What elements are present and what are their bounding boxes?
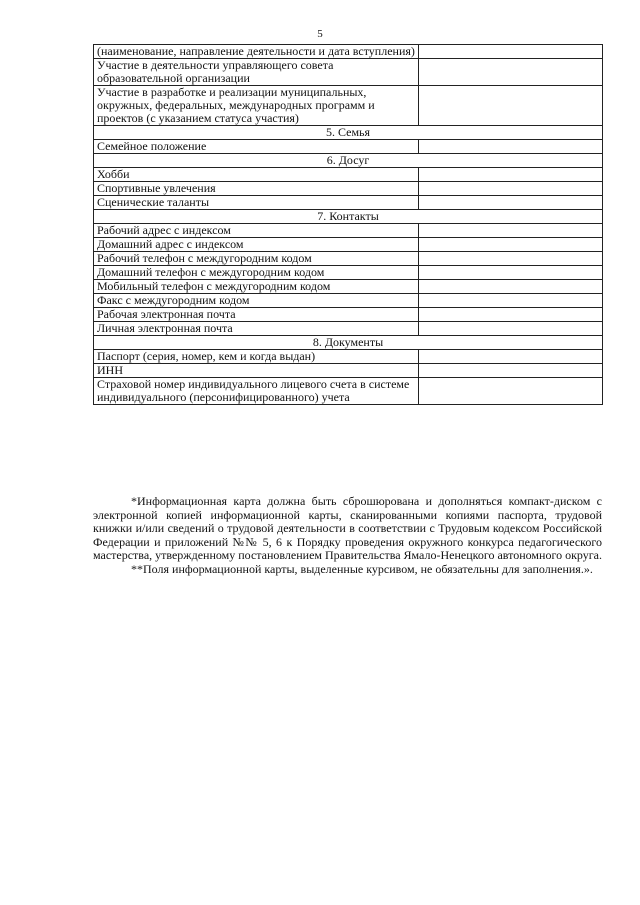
field-label: Домашний адрес с индексом xyxy=(94,238,419,252)
info-card-table xyxy=(93,44,603,405)
field-value-cell[interactable] xyxy=(419,59,603,86)
field-label: Факс с междугородним кодом xyxy=(94,294,419,308)
section-heading: 6. Досуг xyxy=(94,154,603,168)
section-row xyxy=(94,336,603,350)
table-row xyxy=(94,59,603,86)
field-label: Страховой номер индивидуального лицевого счета в системе индивидуального (персонифицированного) учета xyxy=(94,378,419,405)
field-label: Спортивные увлечения xyxy=(94,182,419,196)
table-row xyxy=(94,196,603,210)
field-value-cell[interactable] xyxy=(419,252,603,266)
field-label: (наименование, направление деятельности и дата вступления) xyxy=(94,45,419,59)
field-label: Участие в деятельности управляющего совета образовательной организации xyxy=(94,59,419,86)
field-value-cell[interactable] xyxy=(419,280,603,294)
field-label: ИНН xyxy=(94,364,419,378)
field-value-cell[interactable] xyxy=(419,322,603,336)
table-row xyxy=(94,294,603,308)
field-label: Рабочий адрес с индексом xyxy=(94,224,419,238)
section-heading: 7. Контакты xyxy=(94,210,603,224)
field-value-cell[interactable] xyxy=(419,182,603,196)
section-row xyxy=(94,154,603,168)
field-value-cell[interactable] xyxy=(419,294,603,308)
table-row xyxy=(94,280,603,294)
table-row xyxy=(94,308,603,322)
field-label: Рабочий телефон с междугородним кодом xyxy=(94,252,419,266)
table-row xyxy=(94,224,603,238)
table-row xyxy=(94,252,603,266)
field-label: Участие в разработке и реализации муниципальных, окружных, федеральных, международных программ и проектов (с указанием статуса участия) xyxy=(94,86,419,126)
section-row xyxy=(94,210,603,224)
table-row xyxy=(94,322,603,336)
field-value-cell[interactable] xyxy=(419,364,603,378)
field-label: Мобильный телефон с междугородним кодом xyxy=(94,280,419,294)
field-value-cell[interactable] xyxy=(419,350,603,364)
table-row xyxy=(94,45,603,59)
field-label: Хобби xyxy=(94,168,419,182)
table-row xyxy=(94,238,603,252)
field-label: Паспорт (серия, номер, кем и когда выдан) xyxy=(94,350,419,364)
table-row xyxy=(94,86,603,126)
field-label: Семейное положение xyxy=(94,140,419,154)
field-value-cell[interactable] xyxy=(419,196,603,210)
page-number: 5 xyxy=(317,28,323,40)
section-heading: 8. Документы xyxy=(94,336,603,350)
footnote-binding: *Информационная карта должна быть сброшюрована и дополняться компакт-диском с электронной копией информационной карты, сканированными копиями паспорта, трудовой книжки и/или сведений о трудовой деятельности в соответствии с Трудовым кодексом Российской Федерации и приложений №№ 5, 6 к Порядку проведения окружного конкурса педагогического мастерства, утвержденному постановлением Правительства Ямало-Ненецкого автономного округа. xyxy=(93,494,602,563)
table-row xyxy=(94,140,603,154)
section-heading: 5. Семья xyxy=(94,126,603,140)
field-label: Домашний телефон с междугородним кодом xyxy=(94,266,419,280)
table-row xyxy=(94,168,603,182)
field-value-cell[interactable] xyxy=(419,140,603,154)
field-value-cell[interactable] xyxy=(419,308,603,322)
section-row xyxy=(94,126,603,140)
footnotes xyxy=(93,495,602,577)
field-value-cell[interactable] xyxy=(419,378,603,405)
field-value-cell[interactable] xyxy=(419,224,603,238)
field-value-cell[interactable] xyxy=(419,238,603,252)
table-row xyxy=(94,182,603,196)
field-value-cell[interactable] xyxy=(419,86,603,126)
field-value-cell[interactable] xyxy=(419,168,603,182)
table-row xyxy=(94,350,603,364)
field-value-cell[interactable] xyxy=(419,266,603,280)
table-row xyxy=(94,266,603,280)
table-row xyxy=(94,378,603,405)
field-label: Рабочая электронная почта xyxy=(94,308,419,322)
field-value-cell[interactable] xyxy=(419,45,603,59)
field-label: Личная электронная почта xyxy=(94,322,419,336)
field-label: Сценические таланты xyxy=(94,196,419,210)
footnote-italic-fields: **Поля информационной карты, выделенные курсивом, не обязательны для заполнения.». xyxy=(131,561,593,576)
table-row xyxy=(94,364,603,378)
